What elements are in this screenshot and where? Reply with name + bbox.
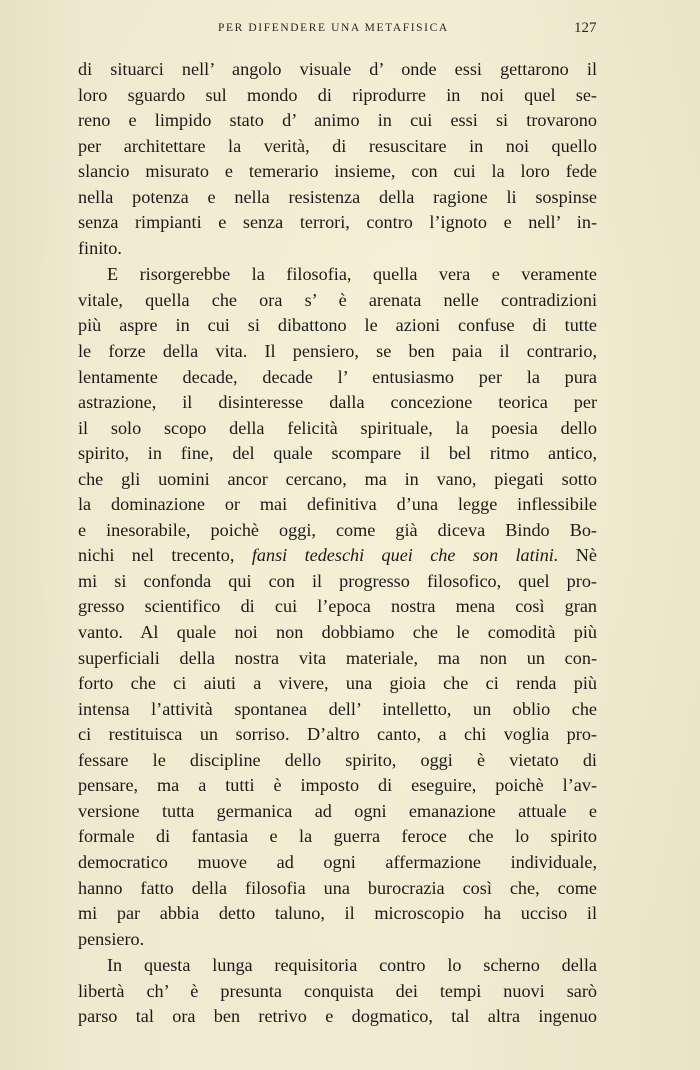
text-line: In questa lunga requisitoria contro lo scherno della (107, 955, 597, 976)
text-line: E risorgerebbe la filosofia, quella vera e veramente (107, 264, 597, 285)
running-title: PER DIFENDERE UNA METAFISICA (218, 22, 449, 34)
text-line: libertà ch’ è presunta conquista dei tempi nuovi sarò (78, 980, 597, 1001)
text-line: ci restituisca un sorriso. D’altro canto, a chi voglia pro- (78, 724, 597, 745)
text-line: nella potenza e nella resistenza della ragione li sospinse (78, 186, 597, 207)
text-line-with-quote (78, 543, 597, 569)
text-span: nichi nel trecento, (78, 545, 235, 566)
text-line: lentamente decade, decade l’ entusiasmo per la pura (78, 366, 597, 387)
page-number: 127 (574, 20, 597, 36)
text-line: superficiali della nostra vita materiale, ma non un con- (78, 647, 597, 668)
text-line: mi par abbia detto taluno, il microscopio ha ucciso il (78, 903, 597, 924)
paragraph (78, 262, 597, 952)
text-line: la dominazione or mai definitiva d’una legge inflessibile (78, 494, 597, 515)
text-line: di situarci nell’ angolo visuale d’ onde essi gettarono il (78, 59, 597, 79)
text-line: slancio misurato e temerario insieme, con cui la loro fede (78, 161, 597, 182)
text-line: finito. (78, 237, 122, 258)
text-line: pensare, ma a tutti è imposto di eseguire, poichè l’av- (78, 775, 597, 796)
text-line: democratico muove ad ogni affermazione individuale, (78, 851, 597, 872)
text-line: parso tal ora ben retrivo e dogmatico, tal altra ingenuo (78, 1006, 597, 1027)
running-head (0, 22, 700, 42)
text-line: il solo scopo della felicità spirituale, la poesia dello (78, 417, 597, 438)
body-text (78, 57, 597, 1030)
text-line: versione tutta germanica ad ogni emanazione attuale e (78, 800, 597, 821)
paragraph (78, 57, 597, 261)
text-line: gresso scientifico di cui l’epoca nostra mena così gran (78, 596, 597, 617)
text-line: spirito, in fine, del quale scompare il bel ritmo antico, (78, 443, 597, 464)
paragraph (78, 953, 597, 1030)
text-line: formale di fantasia e la guerra feroce che lo spirito (78, 826, 597, 847)
text-line: e inesorabile, poichè oggi, come già diceva Bindo Bo- (78, 519, 597, 540)
text-line: reno e limpido stato d’ animo in cui essi si trovarono (78, 110, 597, 131)
text-line: mi si confonda qui con il progresso filosofico, quel pro- (78, 570, 597, 591)
italic-quote: fansi tedeschi quei che son latini. (251, 545, 559, 566)
text-line: astrazione, il disinteresse dalla concezione teorica per (78, 392, 597, 413)
text-line: loro sguardo sul mondo di riprodurre in noi quel se- (78, 84, 597, 105)
text-line: vanto. Al quale noi non dobbiamo che le comodità più (78, 622, 597, 643)
text-line: intensa l’attività spontanea dell’ intelletto, un oblio che (78, 698, 597, 719)
text-line: pensiero. (78, 928, 145, 949)
text-line: più aspre in cui si dibattono le azioni confuse di tutte (78, 315, 597, 336)
text-line: hanno fatto della filosofia una burocrazia così che, come (78, 877, 597, 898)
text-line: senza rimpianti e senza terrori, contro l’ignoto e nell’ in- (78, 212, 597, 233)
text-line: che gli uomini ancor cercano, ma in vano, piegati sotto (78, 468, 597, 489)
text-span: Nè (575, 545, 597, 566)
text-line: vitale, quella che ora s’ è arenata nelle contradizioni (78, 289, 597, 310)
text-line: per architettare la verità, di resuscitare in noi quello (78, 135, 597, 156)
text-line: fessare le discipline dello spirito, oggi è vietato di (78, 749, 597, 770)
text-line: le forze della vita. Il pensiero, se ben paia il contrario, (78, 341, 597, 362)
text-line: forto che ci aiuti a vivere, una gioia che ci renda più (78, 673, 597, 694)
